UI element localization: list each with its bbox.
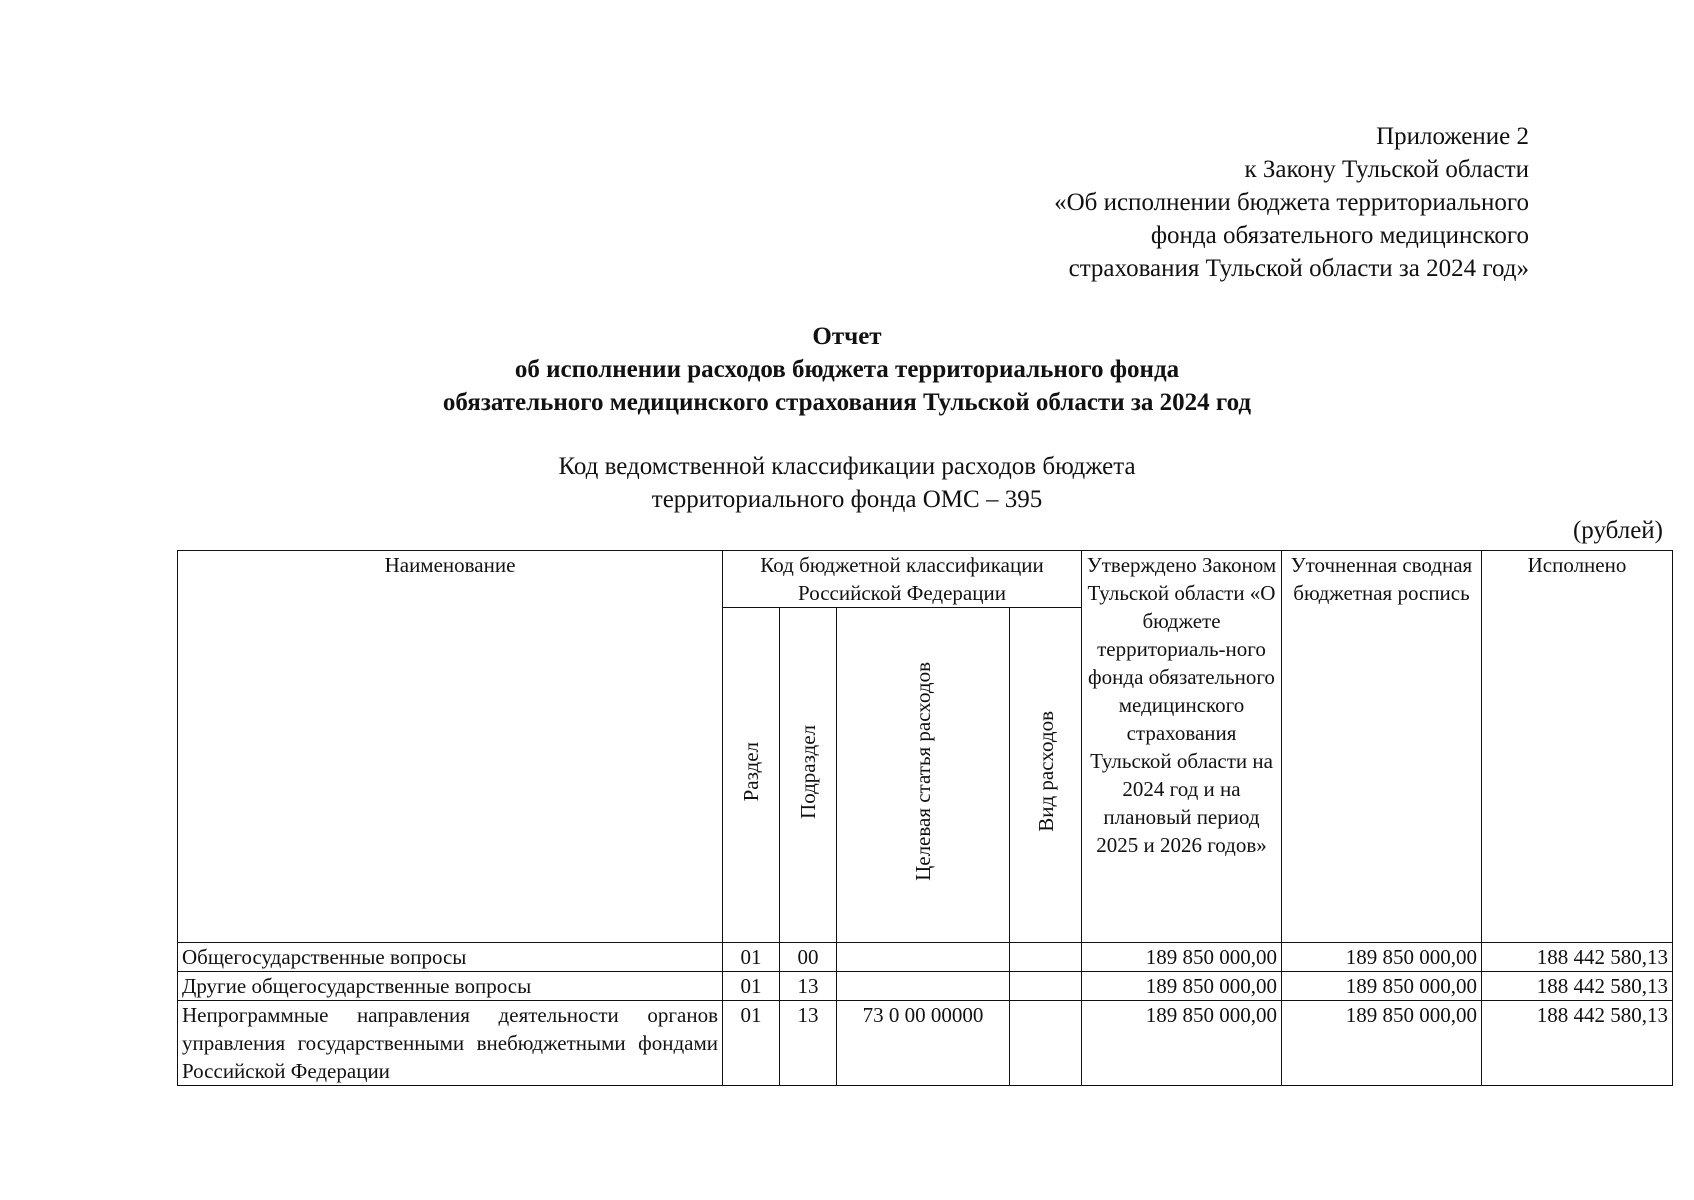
row-target: 73 0 00 00000	[837, 1001, 1010, 1086]
code-line: Код ведомственной классификации расходов бюджета	[558, 453, 1136, 480]
row-expense-type	[1010, 943, 1082, 972]
header-expense-type-label: Вид расходов	[1033, 711, 1058, 832]
appendix-line: фонда обязательного медицинского	[1150, 222, 1529, 249]
row-name: Непрограммные направления деятельности органов управления государственными внебюджетными фондами Российской Федерации	[178, 1001, 723, 1086]
header-executed: Исполнено	[1482, 551, 1673, 943]
row-target	[837, 972, 1010, 1001]
header-target-label: Целевая статья расходов	[911, 662, 935, 881]
department-code	[0, 450, 1694, 516]
row-refined: 189 850 000,00	[1282, 972, 1482, 1001]
title-line: обязательного медицинского страхования Тульской области за 2024 год	[442, 389, 1252, 416]
row-subsection: 13	[780, 972, 837, 1001]
units-label: (рублей)	[1572, 517, 1663, 544]
row-approved: 189 850 000,00	[1082, 972, 1282, 1001]
row-target	[837, 943, 1010, 972]
appendix-line: страхования Тульской области за 2024 год»	[1068, 255, 1529, 282]
row-name: Другие общегосударственные вопросы	[178, 972, 723, 1001]
header-approved: Утверждено Законом Тульской области «О бюджете территориаль-ного фонда обязательного медицинского страхования Тульской области на 2024 год и на плановый период 2025 и 2026 годов»	[1082, 551, 1282, 943]
header-section-label: Раздел	[739, 741, 763, 802]
expenditure-table	[177, 550, 1673, 1086]
title-line: об исполнении расходов бюджета территориального фонда	[514, 356, 1180, 383]
appendix-line: «Об исполнении бюджета территориального	[1054, 189, 1529, 216]
report-title	[0, 320, 1694, 419]
row-expense-type	[1010, 972, 1082, 1001]
table-row	[178, 972, 1673, 1001]
row-executed: 188 442 580,13	[1482, 1001, 1673, 1086]
row-section: 01	[723, 972, 780, 1001]
title-line: Отчет	[812, 323, 882, 350]
header-kbk-group: Код бюджетной классификации Российской Федерации	[723, 551, 1082, 608]
row-executed: 188 442 580,13	[1482, 972, 1673, 1001]
appendix-line: к Закону Тульской области	[1244, 156, 1529, 183]
row-subsection: 00	[780, 943, 837, 972]
row-refined: 189 850 000,00	[1282, 1001, 1482, 1086]
header-expense-type	[1010, 608, 1082, 943]
row-name: Общегосударственные вопросы	[178, 943, 723, 972]
header-target	[837, 608, 1010, 943]
header-subsection-label: Подраздел	[796, 724, 820, 819]
appendix-line: Приложение 2	[1376, 123, 1529, 150]
row-executed: 188 442 580,13	[1482, 943, 1673, 972]
row-approved: 189 850 000,00	[1082, 1001, 1282, 1086]
row-section: 01	[723, 943, 780, 972]
code-line: территориального фонда ОМС – 395	[651, 486, 1043, 513]
header-subsection	[780, 608, 837, 943]
row-approved: 189 850 000,00	[1082, 943, 1282, 972]
header-refined: Уточненная сводная бюджетная роспись	[1282, 551, 1482, 943]
row-subsection: 13	[780, 1001, 837, 1086]
header-section	[723, 608, 780, 943]
table-row	[178, 1001, 1673, 1086]
header-name: Наименование	[178, 551, 723, 943]
appendix-heading	[1054, 120, 1529, 285]
row-section: 01	[723, 1001, 780, 1086]
row-expense-type	[1010, 1001, 1082, 1086]
table-row	[178, 943, 1673, 972]
row-refined: 189 850 000,00	[1282, 943, 1482, 972]
